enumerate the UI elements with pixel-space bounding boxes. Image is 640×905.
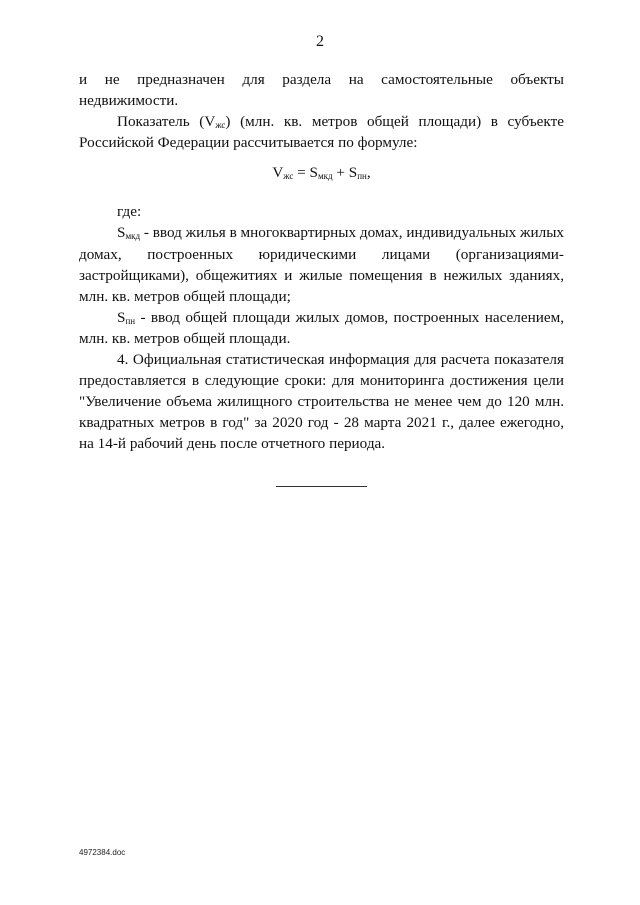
- definition-s-mkd: [79, 222, 564, 306]
- formula-s2-subscript: пн: [357, 171, 367, 182]
- indicator-text-end: ) (млн. кв. метров общей площади) в субъекте Российской Федерации рассчитывается по формуле:: [79, 113, 564, 152]
- document-body: [79, 69, 564, 455]
- formula-s1-subscript: мкд: [317, 171, 333, 182]
- definition-s-pn-symbol: S: [117, 308, 126, 326]
- paragraph-continuation: и не предназначен для раздела на самостоятельные объекты недвижимости.: [79, 71, 564, 110]
- formula-v: V: [272, 164, 284, 182]
- definition-s-pn: [79, 307, 564, 349]
- formula-plus-s: + S: [332, 164, 358, 182]
- formula-equals-s: = S: [293, 164, 318, 182]
- definition-s-mkd-symbol: S: [117, 224, 126, 242]
- definition-s-pn-subscript: пн: [125, 315, 136, 326]
- indicator-text-start: Показатель (V: [117, 113, 216, 131]
- definition-s-mkd-text: - ввод жилья в многоквартирных домах, индивидуальных жилых домах, построенных юридическими лицами (организациями-застройщиками), общежитиях и жилые помещения в нежилых зданиях, млн. кв. метров общей площади;: [79, 224, 564, 305]
- end-separator-line: [276, 486, 367, 487]
- paragraph-item-4: 4. Официальная статистическая информация для расчета показателя предоставляется в следующие сроки: для мониторинга достижения цели "Увеличение объема жилищного строительства не менее чем до 120 млн. квадратных метров в год" за 2020 год - 28 марта 2021 г., далее ежегодно, на 14-й рабочий день после отчетного периода.: [79, 351, 564, 453]
- where-label: где:: [117, 203, 142, 221]
- definition-s-pn-text: - ввод общей площади жилых домов, построенных населением, млн. кв. метров общей площади.: [79, 308, 564, 347]
- file-name-footer: 4972384.doc: [79, 848, 126, 857]
- indicator-subscript: жс: [215, 120, 226, 131]
- definition-s-mkd-subscript: мкд: [125, 231, 141, 242]
- formula-end: ,: [366, 164, 371, 182]
- formula-v-subscript: жс: [283, 171, 294, 182]
- paragraph-indicator-definition: [79, 111, 564, 153]
- formula: [79, 162, 564, 184]
- page-number: 2: [316, 33, 324, 50]
